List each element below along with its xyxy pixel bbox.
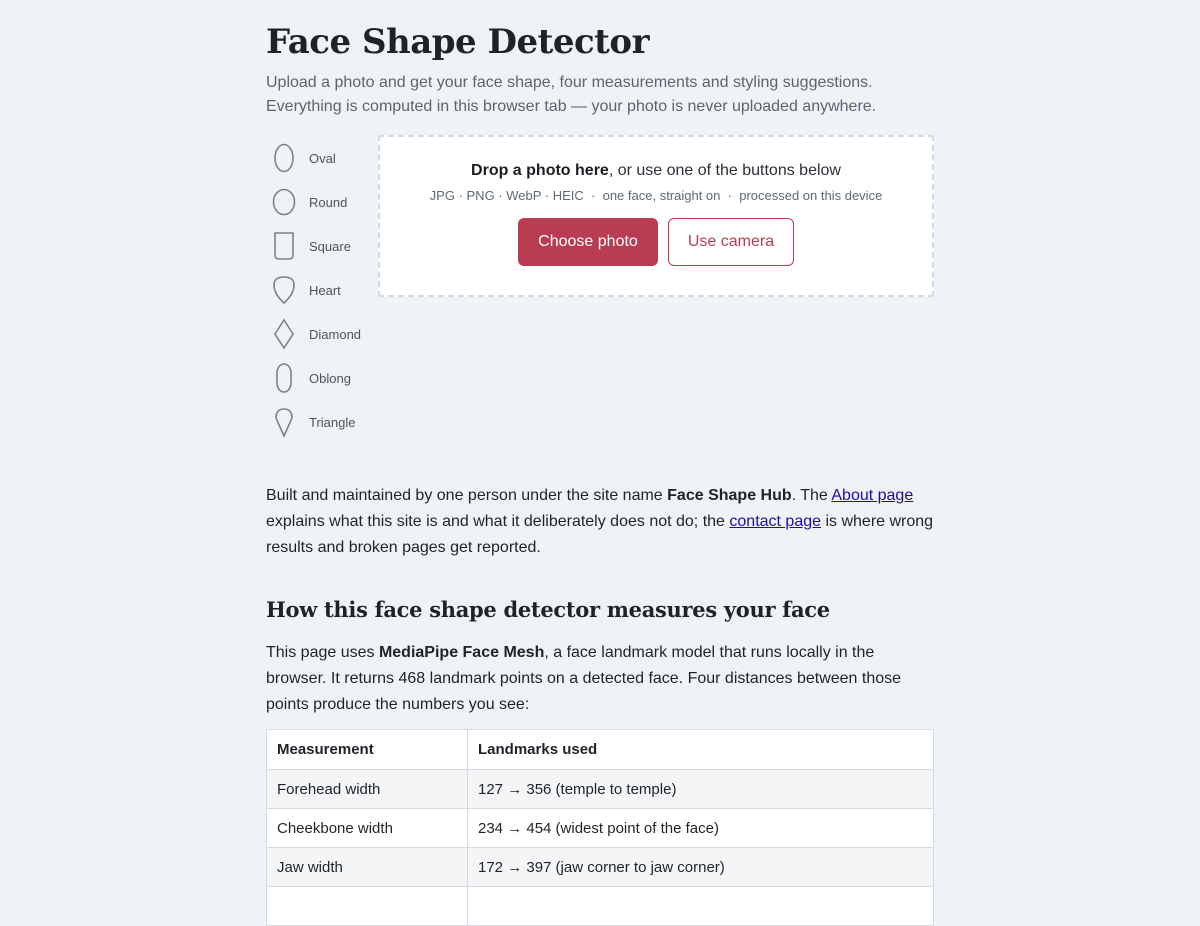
about-paragraph	[266, 483, 934, 561]
measurement-cell: Cheekbone width	[267, 809, 468, 848]
table-row	[267, 887, 934, 926]
dropzone-hints	[380, 188, 932, 203]
intro-line-2: Everything is computed in this browser tab — your photo is never uploaded anywhere.	[266, 98, 877, 115]
face-shape-list	[266, 136, 376, 444]
square-icon	[266, 228, 302, 264]
column-header-measurement: Measurement	[267, 730, 468, 770]
about-text: Built and maintained by one person under the site name	[266, 487, 668, 504]
shape-item-triangle	[266, 400, 376, 444]
heart-icon	[266, 272, 302, 308]
triangle-icon	[266, 404, 302, 440]
use-camera-button[interactable]: Use camera	[668, 218, 794, 266]
formats-hint: JPG · PNG · WebP · HEIC	[429, 188, 584, 203]
shape-label: Triangle	[309, 414, 356, 430]
method-paragraph	[266, 640, 934, 718]
dropzone-buttons	[380, 218, 932, 266]
shape-item-oval	[266, 136, 376, 180]
table-row	[267, 770, 934, 809]
shape-item-round	[266, 180, 376, 224]
site-name: Face Shape Hub	[667, 487, 792, 504]
dropzone-title-bold: Drop a photo here	[471, 162, 609, 179]
landmarks-cell	[468, 887, 934, 926]
shape-label: Heart	[309, 282, 341, 298]
shape-item-heart	[266, 268, 376, 312]
hint-separator: ·	[727, 188, 732, 203]
about-text: is where wrong results and broken pages get reported.	[266, 513, 934, 556]
landmarks-cell: 127 → 356 (temple to temple)	[468, 770, 934, 809]
shape-item-diamond	[266, 312, 376, 356]
shape-label: Oblong	[309, 370, 351, 386]
device-hint: processed on this device	[739, 188, 883, 203]
measurements-table	[266, 729, 934, 926]
column-header-landmarks: Landmarks used	[468, 730, 934, 770]
measurement-cell	[267, 887, 468, 926]
hint-separator: ·	[591, 188, 596, 203]
method-heading: How this face shape detector measures your face	[266, 597, 830, 622]
oval-icon	[266, 140, 302, 176]
landmarks-cell: 234 → 454 (widest point of the face)	[468, 809, 934, 848]
shape-label: Round	[309, 194, 348, 210]
about-text: explains what this site is and what it deliberately does not do; the	[266, 513, 730, 530]
contact-page-link[interactable]: contact page	[729, 513, 822, 530]
shape-item-oblong	[266, 356, 376, 400]
model-name: MediaPipe Face Mesh	[378, 644, 545, 661]
table-row	[267, 848, 934, 887]
choose-photo-button[interactable]: Choose photo	[518, 218, 658, 266]
dropzone-title	[380, 162, 932, 180]
round-icon	[266, 184, 302, 220]
shape-label: Square	[309, 238, 351, 254]
about-page-link[interactable]: About page	[831, 487, 914, 504]
photo-dropzone[interactable]	[378, 135, 934, 297]
shape-label: Oval	[309, 150, 336, 166]
table-row	[267, 809, 934, 848]
intro-text	[266, 71, 934, 119]
method-text: , a face landmark model that runs locally in the browser. It returns 468 landmark points on a detected face. Four distances between those points produce the numbers you see:	[266, 644, 902, 713]
measurement-cell: Jaw width	[267, 848, 468, 887]
measurement-cell: Forehead width	[267, 770, 468, 809]
method-text: This page uses	[266, 644, 379, 661]
shape-item-square	[266, 224, 376, 268]
shape-label: Diamond	[309, 326, 362, 342]
oblong-icon	[266, 360, 302, 396]
about-text: . The	[791, 487, 832, 504]
diamond-icon	[266, 316, 302, 352]
face-hint: one face, straight on	[602, 188, 721, 203]
intro-line-1: Upload a photo and get your face shape, four measurements and styling suggestions.	[266, 74, 873, 91]
landmarks-cell: 172 → 397 (jaw corner to jaw corner)	[468, 848, 934, 887]
table-header-row	[267, 730, 934, 770]
dropzone-title-rest: , or use one of the buttons below	[608, 162, 841, 179]
page-title: Face Shape Detector	[266, 22, 649, 62]
